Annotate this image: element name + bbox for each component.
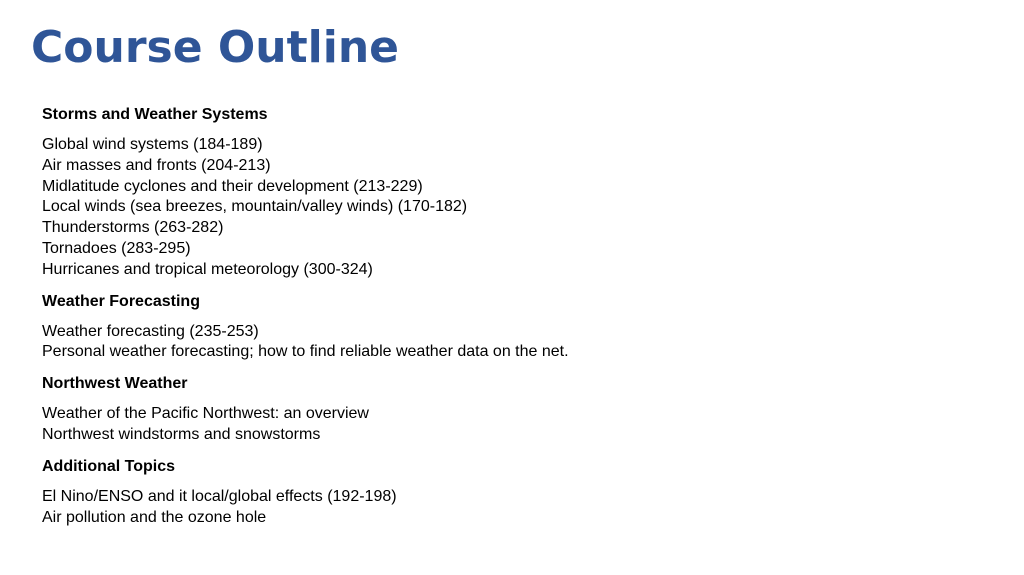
section-storms-and-weather-systems <box>42 104 982 281</box>
list-item: Personal weather forecasting; how to find reliable weather data on the net. <box>42 343 569 361</box>
list-item: Air masses and fronts (204-213) <box>42 156 271 174</box>
list-item: Weather forecasting (235-253) <box>42 322 259 340</box>
list-item: Midlatitude cyclones and their development (213-229) <box>42 177 423 195</box>
list-item: Weather of the Pacific Northwest: an overview <box>42 405 369 423</box>
list-item: Air pollution and the ozone hole <box>42 508 267 526</box>
section-item-list <box>42 135 982 281</box>
list-item: Hurricanes and tropical meteorology (300-324) <box>42 260 373 278</box>
list-item: Global wind systems (184-189) <box>42 136 263 153</box>
section-heading: Additional Topics <box>42 457 176 475</box>
section-heading: Weather Forecasting <box>42 292 200 310</box>
list-item: El Nino/ENSO and it local/global effects (192-198) <box>42 487 397 505</box>
section-heading: Storms and Weather Systems <box>42 106 268 123</box>
list-item: Northwest windstorms and snowstorms <box>42 425 321 443</box>
section-additional-topics <box>42 456 982 529</box>
section-weather-forecasting <box>42 291 982 364</box>
section-item-list <box>42 322 982 364</box>
slide-title: Course Outline <box>31 22 399 73</box>
section-item-list <box>42 487 982 529</box>
list-item: Thunderstorms (263-282) <box>42 219 224 237</box>
list-item: Tornadoes (283-295) <box>42 239 191 257</box>
list-item: Local winds (sea breezes, mountain/valley winds) (170-182) <box>42 198 468 216</box>
slide-body <box>42 104 982 538</box>
section-northwest-weather <box>42 373 982 446</box>
section-heading: Northwest Weather <box>42 375 188 393</box>
section-item-list <box>42 404 982 446</box>
